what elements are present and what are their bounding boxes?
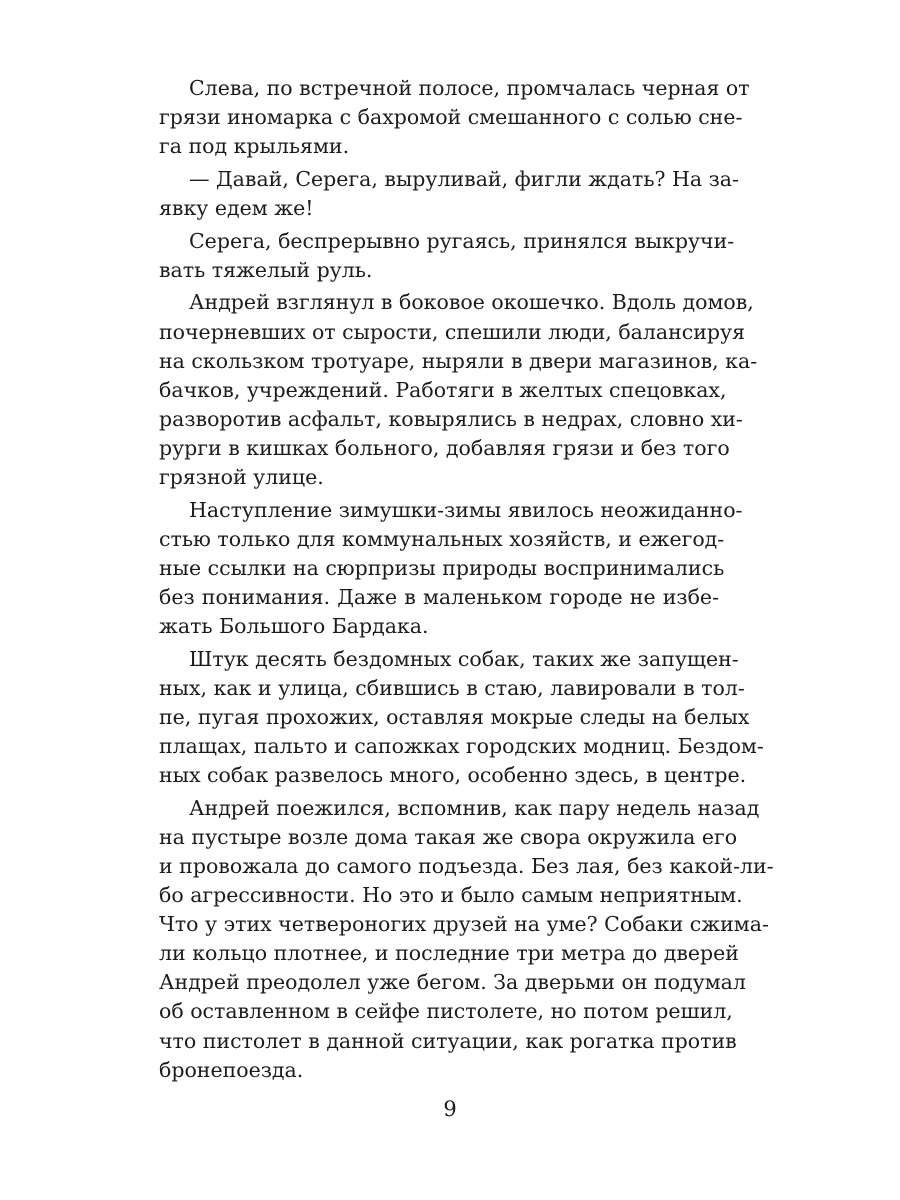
text-line: ные ссылки на сюрпризы природы воспринимались (159, 555, 725, 580)
text-line: пе, пугая прохожих, оставляя мокрые следы на белых (159, 704, 750, 729)
text-line: грязи иномарка с бахромой смешанного с солью сне- (159, 105, 743, 130)
text-line: что пистолет в данной ситуации, как рогатка против (159, 1028, 737, 1053)
text-line: Андрей преодолел уже бегом. За дверьми он подумал (159, 970, 746, 995)
text-line: Серега, беспрерывно ругаясь, принялся выкручи- (189, 228, 735, 253)
text-line: почерневших от сырости, спешили люди, балансируя (159, 319, 746, 344)
text-line: жать Большого Бардака. (159, 614, 429, 639)
text-line: Наступление зимушки-зимы явилось неожиданно- (189, 497, 743, 522)
text-line: явку едем же! (159, 195, 314, 220)
text-line: ных собак развелось много, особенно здесь, в центре. (159, 763, 747, 788)
text-line: об оставленном в сейфе пистолете, но потом решил, (159, 999, 733, 1024)
text-line: бронепоезда. (159, 1057, 304, 1082)
text-line: рурги в кишках больного, добавляя грязи и без того (159, 435, 730, 460)
text-line: Штук десять бездомных собак, таких же запущен- (189, 646, 739, 671)
paragraph (159, 165, 739, 227)
text-line: без понимания. Даже в маленьком городе не избе- (159, 584, 719, 609)
text-line: грязной улице. (159, 465, 324, 489)
text-line: Андрей взглянул в боковое окошечко. Вдоль домов, (189, 290, 754, 315)
text-line: и провожала до самого подъезда. Без лая, без какой-ли- (159, 854, 774, 878)
paragraph (159, 496, 743, 645)
text-line: на пустыре возле дома такая же свора окружила его (159, 824, 738, 849)
text-line: ли кольцо плотнее, и последние три метра до дверей (159, 941, 739, 966)
paragraph (159, 794, 774, 1089)
paragraph (159, 227, 735, 289)
text-line: Андрей поежился, вспомнив, как пару недель назад (189, 795, 760, 820)
text-line: бачков, учреждений. Работяги в желтых спецовках, (159, 377, 727, 402)
paragraph (159, 288, 758, 495)
paragraph (159, 74, 750, 165)
text-line: плащах, пальто и сапожках городских модниц. Бездом- (159, 734, 764, 759)
text-line: га под крыльями. (159, 134, 350, 159)
text-line: — Давай, Серега, выруливай, фигли ждать? На за- (189, 166, 739, 191)
text-line: разворотив асфальт, ковырялись в недрах, словно хи- (159, 406, 743, 431)
text-line: стью только для коммунальных хозяйств, и ежегод- (159, 526, 725, 551)
page-number: 9 (443, 1097, 457, 1121)
text-line: на скользком тротуаре, ныряли в двери магазинов, ка- (159, 348, 758, 373)
text-line: бо агрессивности. Но это и было самым неприятным. (159, 883, 743, 908)
text-line: Что у этих четвероногих друзей на уме? Собаки сжима- (159, 912, 769, 937)
text-line: Слева, по встречной полосе, промчалась черная от (189, 76, 750, 100)
paragraph (159, 645, 764, 794)
body-text (159, 74, 774, 1088)
text-line: вать тяжелый руль. (159, 257, 373, 282)
text-line: ных, как и улица, сбившись в стаю, лавировали в тол- (159, 675, 745, 700)
